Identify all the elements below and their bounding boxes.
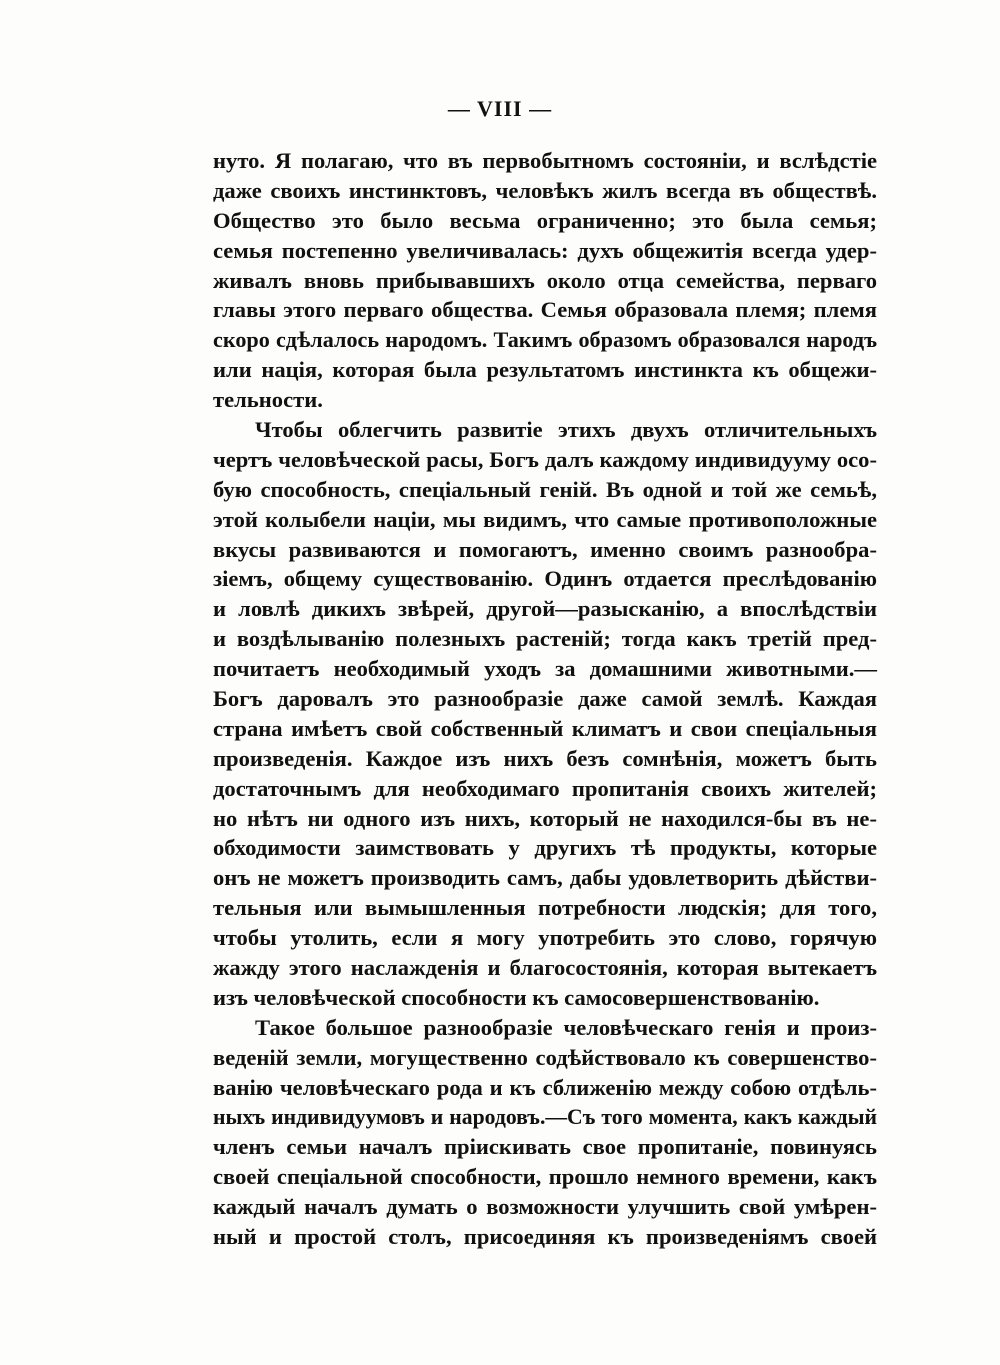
text-line: главы этого перваго общества. Семья образовала племя; племя: [213, 297, 877, 323]
text-line: своей спеціальной способности, прошло немного времени, какъ: [213, 1164, 877, 1190]
text-line: страна имѣетъ свой собственный климатъ и свои спеціальныя: [213, 715, 877, 741]
text-line: онъ не можетъ производить самъ, дабы удовлетворить дѣйстви-: [213, 865, 877, 891]
text-line: чтобы утолить, если я могу употребить это слово, горячую: [213, 925, 877, 951]
text-line: тельныя или вымышленныя потребности людскія; для того,: [213, 895, 877, 921]
paragraph-2: [213, 415, 877, 1013]
text-line: вкусы развиваются и помогаютъ, именно своимъ разнообра-: [213, 536, 877, 562]
text-line: живалъ вновь прибывавшихъ около отца семейства, перваго: [213, 267, 877, 293]
text-line: ванію человѣческаго рода и къ сближенію между собою отдѣль-: [213, 1074, 877, 1100]
text-line: Общество это было весьма ограниченно; это была семья;: [213, 207, 877, 233]
paragraph-1: [213, 146, 877, 415]
page-number: — VIII —: [447, 96, 553, 121]
text-line: нуто. Я полагаю, что въ первобытномъ состояніи, и вслѣдстіе: [213, 148, 877, 173]
text-line: каждый началъ думать о возможности улучшить свой умѣрен-: [213, 1194, 877, 1220]
text-line: Богъ даровалъ это разнообразіе даже самой землѣ. Каждая: [213, 686, 877, 712]
text-line: жажду этого наслажденія и благосостоянія, которая вытекаетъ: [213, 955, 877, 981]
text-line: Такое большое разнообразіе человѣческаго генія и произ-: [255, 1014, 877, 1040]
text-line: или нація, которая была результатомъ инстинкта къ общежи-: [213, 357, 877, 383]
text-line: зіемъ, общему существованію. Одинъ отдается преслѣдованію: [213, 566, 877, 592]
text-line: но нѣтъ ни одного изъ нихъ, который не находился-бы въ не-: [213, 805, 877, 831]
text-line: ный и простой столъ, присоединяя къ произведеніямъ своей: [213, 1224, 877, 1250]
text-line: тельности.: [213, 387, 323, 413]
text-line: достаточнымъ для необходимаго пропитанія своихъ жителей;: [213, 775, 877, 801]
text-line: произведенія. Каждое изъ нихъ безъ сомнѣнія, можетъ быть: [213, 745, 877, 771]
text-line: и ловлѣ дикихъ звѣрей, другой—разысканію, а впослѣдствіи: [213, 596, 877, 622]
text-line: бую способность, спеціальный геній. Въ одной и той же семьѣ,: [213, 476, 877, 502]
text-line: изъ человѣческой способности къ самосовершенствованію.: [213, 984, 820, 1010]
paragraph-3: [213, 1013, 877, 1252]
text-line: скоро сдѣлалось народомъ. Такимъ образомъ образовался народъ: [213, 327, 877, 353]
body-text: [213, 146, 877, 1252]
text-line: членъ семьи началъ пріискивать свое пропитаніе, повинуясь: [213, 1134, 877, 1160]
text-line: даже своихъ инстинктовъ, человѣкъ жилъ всегда въ обществѣ.: [213, 177, 877, 203]
text-line: чертъ человѣческой расы, Богъ далъ каждому индивидууму осо-: [213, 446, 877, 472]
text-line: семья постепенно увеличивалась: духъ общежитія всегда удер-: [213, 237, 877, 263]
text-line: ныхъ индивидуумовъ и народовъ.—Съ того момента, какъ каждый: [213, 1104, 877, 1129]
text-line: почитаетъ необходимый уходъ за домашними животными.—: [213, 656, 877, 682]
text-line: веденій земли, могущественно содѣйствовало къ совершенство-: [213, 1044, 877, 1070]
text-line: Чтобы облегчить развитіе этихъ двухъ отличительныхъ: [255, 417, 877, 443]
text-line: обходимости заимствовать у другихъ тѣ продукты, которые: [213, 835, 877, 861]
text-line: и воздѣлыванію полезныхъ растеній; тогда какъ третій пред-: [213, 626, 877, 652]
text-line: этой колыбели націи, мы видимъ, что самые противоположные: [213, 506, 877, 532]
